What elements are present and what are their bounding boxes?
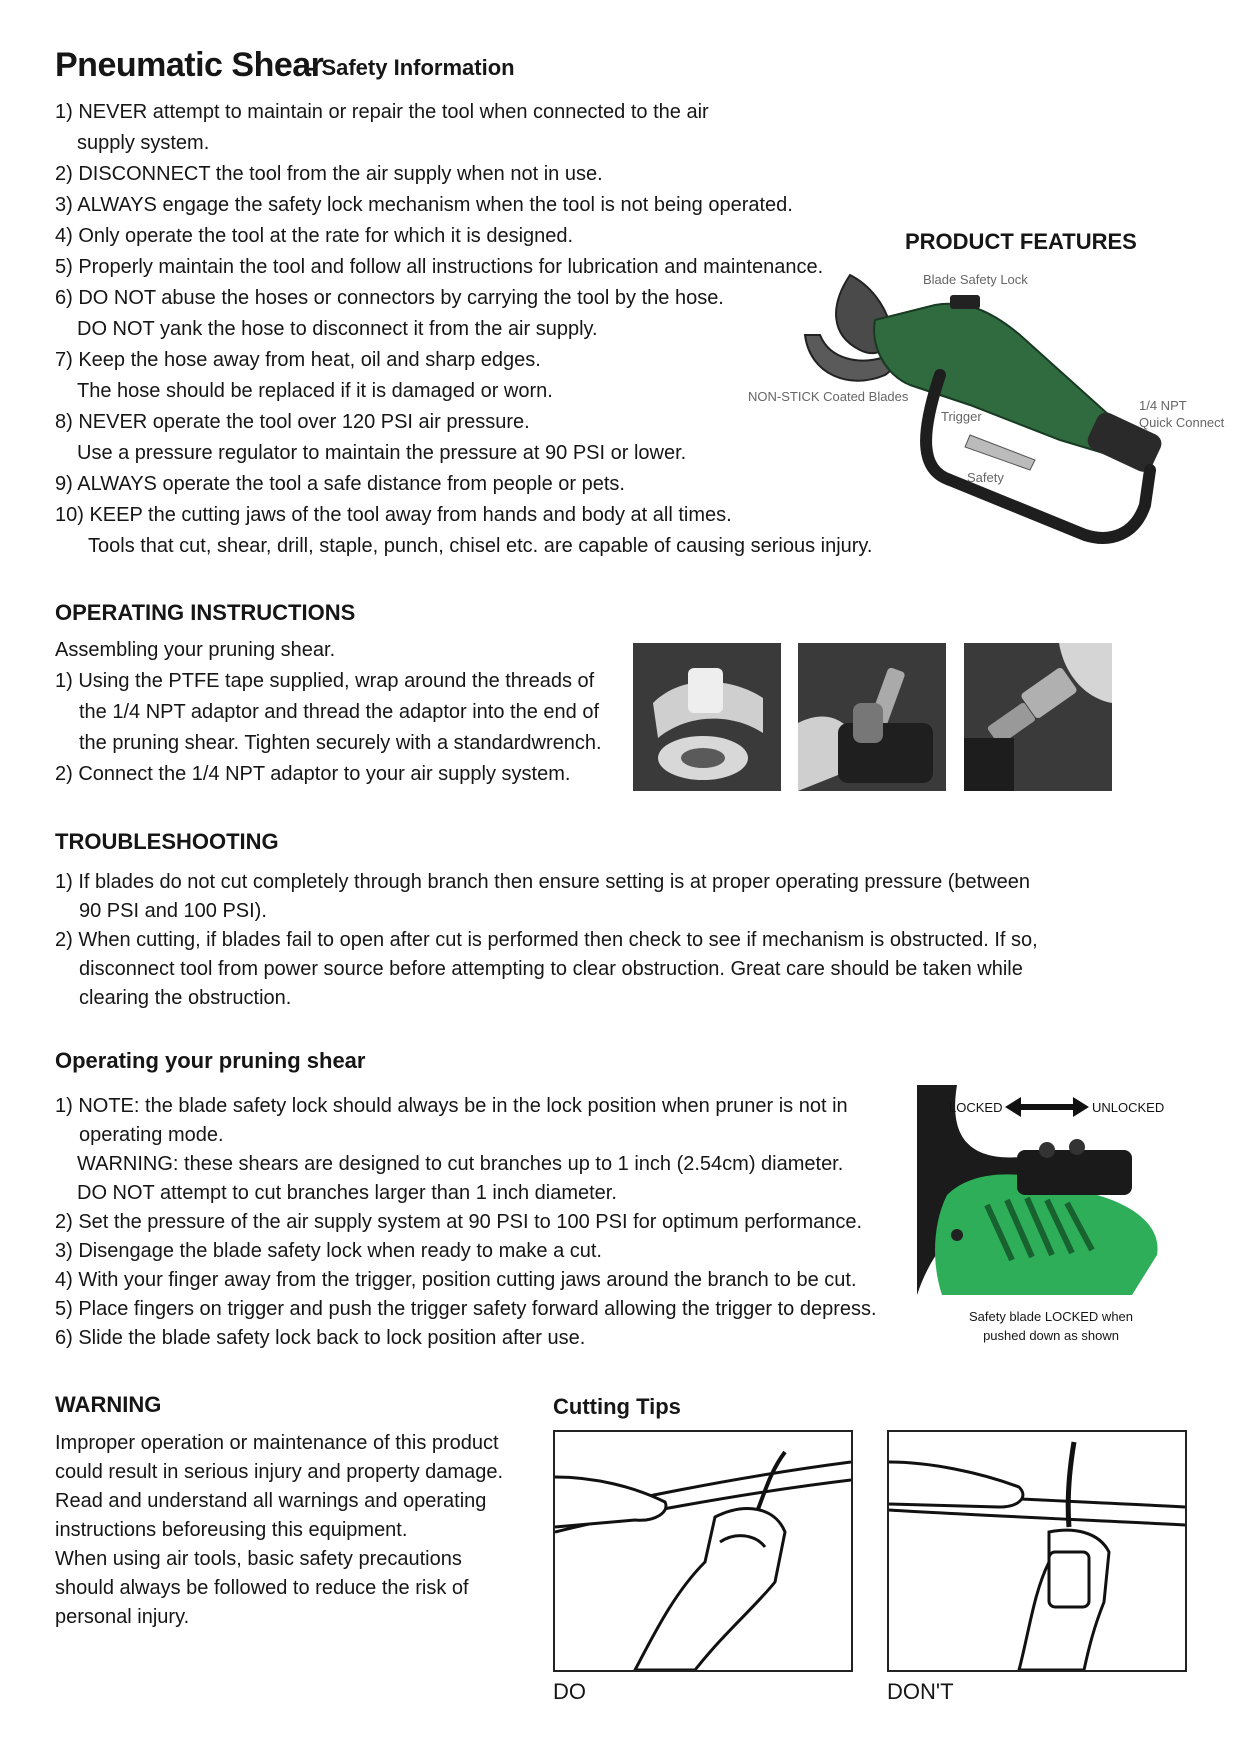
label-trigger: Trigger: [941, 409, 982, 424]
troubleshooting-line: 2) When cutting, if blades fail to open after cut is performed then check to see if mechanism is obstructed. If so,: [55, 929, 1038, 951]
safety-line: 9) ALWAYS operate the tool a safe distance from people or pets.: [55, 473, 625, 495]
tip-do-label: DO: [553, 1679, 586, 1704]
cutting-tips-heading: Cutting Tips: [553, 1394, 681, 1419]
operating-shear-line: DO NOT attempt to cut branches larger than 1 inch diameter.: [77, 1182, 617, 1204]
photo-quick-connect: [964, 643, 1112, 791]
label-quick-connect: Quick Connect: [1139, 415, 1225, 430]
photo-ptfe-tape: [633, 643, 781, 791]
warning-line: should always be followed to reduce the risk of: [55, 1577, 469, 1599]
warning-line: Improper operation or maintenance of this product: [55, 1432, 499, 1454]
operating-line: Assembling your pruning shear.: [55, 639, 336, 661]
operating-shear-line: 1) NOTE: the blade safety lock should always be in the lock position when pruner is not in: [55, 1095, 848, 1117]
troubleshooting-line: clearing the obstruction.: [79, 987, 292, 1009]
tip-dont-label: DON'T: [887, 1679, 954, 1704]
warning-line: instructions beforeusing this equipment.: [55, 1519, 408, 1541]
troubleshooting-heading: TROUBLESHOOTING: [55, 829, 279, 854]
locked-label: LOCKED: [949, 1100, 1003, 1115]
safety-line: The hose should be replaced if it is damaged or worn.: [77, 380, 553, 402]
troubleshooting-line: 90 PSI and 100 PSI).: [79, 900, 267, 922]
safety-line: 3) ALWAYS engage the safety lock mechanism when the tool is not being operated.: [55, 194, 793, 216]
operating-instructions-heading: OPERATING INSTRUCTIONS: [55, 600, 356, 625]
page-title: Pneumatic Shear: [55, 46, 324, 84]
safety-line: 10) KEEP the cutting jaws of the tool away from hands and body at all times.: [55, 504, 732, 526]
tip-dont-illustration: [887, 1430, 1187, 1672]
safety-line: Use a pressure regulator to maintain the pressure at 90 PSI or lower.: [77, 442, 687, 464]
label-safety: Safety: [967, 470, 1004, 485]
operating-shear-line: 3) Disengage the blade safety lock when ready to make a cut.: [55, 1240, 602, 1262]
safety-line: supply system.: [77, 132, 210, 154]
safety-line: Tools that cut, shear, drill, staple, punch, chisel etc. are capable of causing serious injury.: [88, 535, 873, 557]
safety-line: 7) Keep the hose away from heat, oil and sharp edges.: [55, 349, 541, 371]
page-subtitle: - Safety Information: [308, 55, 515, 80]
operating-line: the 1/4 NPT adaptor and thread the adaptor into the end of: [79, 701, 600, 723]
lock-caption-line: pushed down as shown: [983, 1328, 1119, 1343]
operating-shear-line: 5) Place fingers on trigger and push the trigger safety forward allowing the trigger to depress.: [55, 1298, 877, 1320]
operating-shear-line: 2) Set the pressure of the air supply system at 90 PSI to 100 PSI for optimum performance.: [55, 1211, 863, 1233]
safety-line: 8) NEVER operate the tool over 120 PSI air pressure.: [55, 411, 530, 433]
troubleshooting-line: 1) If blades do not cut completely through branch then ensure setting is at proper operating pressure (between: [55, 871, 1031, 893]
lock-caption-line: Safety blade LOCKED when: [968, 1309, 1134, 1324]
unlocked-label: UNLOCKED: [1092, 1100, 1165, 1115]
operating-line: 1) Using the PTFE tape supplied, wrap around the threads of: [55, 670, 595, 692]
lock-caption: [927, 1307, 1175, 1345]
label-non-stick-blades: NON-STICK Coated Blades: [748, 389, 909, 404]
label-blade-safety-lock: Blade Safety Lock: [923, 272, 1028, 287]
operating-line: 2) Connect the 1/4 NPT adaptor to your air supply system.: [55, 763, 571, 785]
operating-line: the pruning shear. Tighten securely with a standardwrench.: [79, 732, 602, 754]
safety-line: 4) Only operate the tool at the rate for which it is designed.: [55, 225, 574, 247]
safety-line: 6) DO NOT abuse the hoses or connectors by carrying the tool by the hose.: [55, 287, 724, 309]
operating-shear-line: operating mode.: [79, 1124, 224, 1146]
warning-line: When using air tools, basic safety precautions: [55, 1548, 462, 1570]
operating-shear-heading: Operating your pruning shear: [55, 1048, 366, 1073]
safety-line: 2) DISCONNECT the tool from the air supply when not in use.: [55, 163, 603, 185]
warning-line: Read and understand all warnings and operating: [55, 1490, 487, 1512]
tip-do-illustration: [553, 1430, 853, 1672]
warning-line: personal injury.: [55, 1606, 190, 1628]
safety-line: DO NOT yank the hose to disconnect it from the air supply.: [77, 318, 598, 340]
photo-wrench-adaptor: [798, 643, 946, 791]
warning-heading: WARNING: [55, 1392, 162, 1417]
label-npt: 1/4 NPT: [1139, 398, 1187, 413]
double-arrow-icon: [1005, 1095, 1089, 1119]
product-features-title: PRODUCT FEATURES: [905, 229, 1137, 254]
operating-shear-line: WARNING: these shears are designed to cut branches up to 1 inch (2.54cm) diameter.: [77, 1153, 844, 1175]
troubleshooting-line: disconnect tool from power source before attempting to clear obstruction. Great care should be taken while: [79, 958, 1023, 980]
safety-line: 1) NEVER attempt to maintain or repair the tool when connected to the air: [55, 101, 709, 123]
safety-line: 5) Properly maintain the tool and follow all instructions for lubrication and maintenance.: [55, 256, 824, 278]
operating-shear-line: 6) Slide the blade safety lock back to lock position after use.: [55, 1327, 586, 1349]
warning-line: could result in serious injury and property damage.: [55, 1461, 504, 1483]
operating-shear-line: 4) With your finger away from the trigger, position cutting jaws around the branch to be cut.: [55, 1269, 857, 1291]
